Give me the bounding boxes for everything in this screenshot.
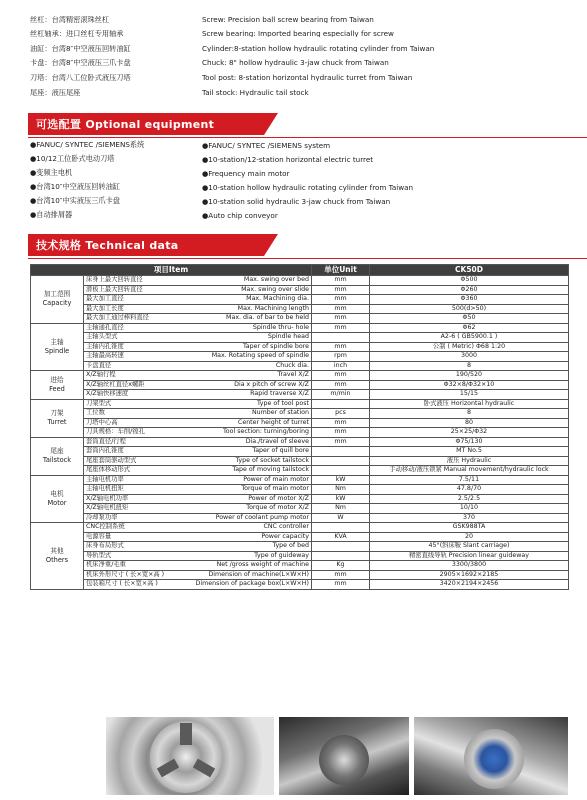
top-spec-cn: 卡盘：台湾8″中空液压三爪卡盘 — [30, 59, 131, 67]
item-cn: 滑板上最大回转直径 — [86, 285, 143, 293]
optional-cn-column — [30, 138, 202, 222]
top-spec-row — [30, 70, 570, 85]
item-en: Type of tool post — [256, 399, 309, 407]
unit-cell: kW — [312, 475, 370, 485]
item-cn: 主轴通孔直径 — [86, 323, 124, 331]
value-cell: 25×25/Φ32 — [370, 428, 569, 438]
item-cn: 主轴内孔锥度 — [86, 342, 124, 350]
value-cell: Φ32×8/Φ32×10 — [370, 380, 569, 390]
optional-item-en: ●Auto chip conveyor — [202, 210, 278, 220]
item-en: Chuck dia. — [275, 361, 309, 369]
optional-item-cn: ●10/12工位卧式电动刀塔 — [30, 154, 115, 163]
item-cn: X/Z轴丝杠直径x螺距 — [86, 380, 145, 388]
top-spec-en: Cylinder:8-station hollow hydraulic rotating cylinder from Taiwan — [202, 44, 435, 53]
item-cn: 最大加工通过棒料直径 — [86, 314, 149, 322]
item-en: Power capacity — [261, 532, 309, 540]
item-en: Dia x pitch of screw X/Z — [234, 380, 309, 388]
value-cell: 80 — [370, 418, 569, 428]
unit-cell: Kg — [312, 561, 370, 571]
item-en: Rapid traverse X/Z — [250, 390, 309, 398]
value-cell: 45°(斜床鞍 Slant carriage) — [370, 542, 569, 552]
item-en: Number of station — [251, 409, 309, 417]
top-spec-row — [30, 56, 570, 71]
item-cell — [84, 295, 312, 305]
item-cn: 工位数 — [86, 409, 105, 417]
item-cell — [84, 542, 312, 552]
optional-item-cn: ●自动排屑器 — [30, 210, 73, 219]
item-cell — [84, 580, 312, 590]
item-cell — [84, 285, 312, 295]
value-cell: 手动移动/液压锁紧 Manual movement/hydraulic lock — [370, 466, 569, 476]
unit-cell: mm — [312, 314, 370, 324]
item-cell — [84, 371, 312, 381]
optional-item-en: ●10-station/12-station horizontal electric turret — [202, 154, 374, 164]
table-row — [31, 570, 569, 580]
item-cn: X/Z轴行程 — [86, 371, 116, 379]
table-row — [31, 380, 569, 390]
unit-cell — [312, 447, 370, 457]
item-en: Type of bed — [272, 542, 309, 550]
table-row — [31, 561, 569, 571]
item-cell — [84, 532, 312, 542]
item-cn: 床身布局形式 — [86, 542, 124, 550]
value-cell: 精密直线导轨 Precision linear guideway — [370, 551, 569, 561]
item-cell — [84, 494, 312, 504]
top-spec-row — [30, 27, 570, 42]
group-label: 其他 Others — [31, 523, 84, 590]
item-cn: 套筒直径/行程 — [86, 437, 126, 445]
unit-cell: KVA — [312, 532, 370, 542]
value-cell: 8 — [370, 409, 569, 419]
header-item: 项目Item — [31, 265, 312, 276]
group-label: 尾座 Tailstock — [31, 437, 84, 475]
table-row — [31, 371, 569, 381]
unit-cell — [312, 333, 370, 343]
table-row — [31, 456, 569, 466]
value-cell: 15/15 — [370, 390, 569, 400]
optional-item-en: ●10-station hollow hydraulic rotating cylinder from Taiwan — [202, 182, 414, 192]
value-cell: 卧式液压 Horizontal hydraulic — [370, 399, 569, 409]
value-cell: Φ260 — [370, 285, 569, 295]
item-en: Max. dia. of bar to be held — [226, 314, 309, 322]
value-cell: GSK988TA — [370, 523, 569, 533]
item-cell — [84, 333, 312, 343]
top-spec-en: Screw bearing: Imported bearing especially for screw — [202, 30, 394, 38]
item-en: Max. swing over bed — [243, 276, 309, 284]
unit-cell: mm — [312, 285, 370, 295]
item-cell — [84, 314, 312, 324]
technical-data-table — [30, 264, 569, 590]
unit-cell — [312, 466, 370, 476]
value-cell: Φ75/130 — [370, 437, 569, 447]
table-row — [31, 532, 569, 542]
top-spec-en: Tail stock: Hydraulic tail stock — [202, 88, 309, 96]
value-cell: Φ62 — [370, 323, 569, 333]
group-label: 电机 Motor — [31, 475, 84, 523]
value-cell: 3420×2194×2456 — [370, 580, 569, 590]
item-cell — [84, 447, 312, 457]
group-label: 主轴 Spindle — [31, 323, 84, 371]
item-cell — [84, 570, 312, 580]
value-cell: MT No.5 — [370, 447, 569, 457]
optional-equipment-banner — [28, 113, 288, 135]
value-cell: A2-6 ( GB5900.1 ) — [370, 333, 569, 343]
item-cn: 冷却泵功率 — [86, 513, 118, 521]
header-unit: 单位Unit — [312, 265, 370, 276]
table-row — [31, 447, 569, 457]
optional-item-en: ●10-station solid hydraulic 3-jaw chuck from Taiwan — [202, 196, 391, 206]
table-row — [31, 428, 569, 438]
chuck-photo — [106, 717, 274, 795]
optional-item-cn: ●FANUC/ SYNTEC /SIEMENS系统 — [30, 140, 145, 149]
table-row — [31, 361, 569, 371]
group-label: 进给 Feed — [31, 371, 84, 400]
item-cell — [84, 561, 312, 571]
optional-equipment-title: 可选配置 Optional equipment — [36, 118, 215, 131]
item-cn: 最大加工直径 — [86, 295, 124, 303]
unit-cell: mm — [312, 570, 370, 580]
table-row — [31, 276, 569, 286]
unit-cell: Nm — [312, 485, 370, 495]
table-row — [31, 551, 569, 561]
value-cell: 7.5/11 — [370, 475, 569, 485]
group-label: 加工范围 Capacity — [31, 276, 84, 324]
unit-cell: mm — [312, 418, 370, 428]
item-cell — [84, 437, 312, 447]
top-spec-cn: 丝杠：台湾精密滚珠丝杠 — [30, 15, 110, 23]
table-row — [31, 352, 569, 362]
value-cell: 公制 ( Metric) Φ68 1:20 — [370, 342, 569, 352]
unit-cell: mm — [312, 295, 370, 305]
value-cell: 8 — [370, 361, 569, 371]
table-row — [31, 333, 569, 343]
unit-cell — [312, 523, 370, 533]
optional-item-cn: ●台湾10″中实液压三爪卡盘 — [30, 196, 120, 205]
table-row — [31, 342, 569, 352]
item-en: Spindle head — [267, 333, 309, 341]
item-cell — [84, 418, 312, 428]
top-spec-row — [30, 41, 570, 56]
unit-cell: mm — [312, 276, 370, 286]
unit-cell: mm — [312, 323, 370, 333]
item-cell — [84, 523, 312, 533]
item-en: Max. Machining dia. — [246, 295, 309, 303]
item-en: Tape of moving tailstock — [232, 466, 309, 474]
item-en: Power of main motor — [243, 475, 309, 483]
unit-cell: kW — [312, 494, 370, 504]
table-row — [31, 542, 569, 552]
optional-item-en: ●FANUC/ SYNTEC /SIEMENS system — [202, 140, 331, 150]
item-cn: 最大加工长度 — [86, 304, 124, 312]
top-spec-row — [30, 12, 570, 27]
item-cell — [84, 456, 312, 466]
item-en: Taper of spindle bore — [242, 342, 309, 350]
value-cell: 3300/3800 — [370, 561, 569, 571]
unit-cell: inch — [312, 361, 370, 371]
optional-item-cn: ●变频主电机 — [30, 168, 73, 177]
item-cn: X/Z轴快移速度 — [86, 390, 129, 398]
unit-cell: W — [312, 513, 370, 523]
top-spec-en: Tool post: 8-station horizontal hydraulic turret from Taiwan — [202, 74, 413, 82]
item-cell — [84, 551, 312, 561]
item-cell — [84, 475, 312, 485]
item-cell — [84, 361, 312, 371]
table-row — [31, 513, 569, 523]
item-cell — [84, 504, 312, 514]
item-cell — [84, 409, 312, 419]
item-cn: 主轴电机功率 — [86, 475, 124, 483]
unit-cell — [312, 542, 370, 552]
value-cell: Φ500 — [370, 276, 569, 286]
product-photos — [106, 717, 568, 795]
item-cn: 套筒内孔锥度 — [86, 447, 124, 455]
item-cn: 机床外形尺寸 ( 长×宽×高 ) — [86, 570, 165, 578]
item-en: Torque of main motor — [241, 485, 309, 493]
value-cell: Φ50 — [370, 314, 569, 324]
table-row — [31, 475, 569, 485]
item-cn: 床身上最大回转直径 — [86, 276, 143, 284]
table-row — [31, 314, 569, 324]
item-cn: 主轴电机扭矩 — [86, 485, 124, 493]
technical-data-title: 技术规格 Technical data — [36, 239, 179, 252]
table-row — [31, 295, 569, 305]
unit-cell: mm — [312, 342, 370, 352]
item-en: Center height of turret — [237, 418, 309, 426]
item-cn: 主轴头型式 — [86, 333, 118, 341]
optional-equipment-list — [30, 138, 570, 222]
table-row — [31, 485, 569, 495]
table-row — [31, 418, 569, 428]
item-en: Dimension of package box(L×W×H) — [195, 580, 309, 588]
item-cn: 主轴最高转速 — [86, 352, 124, 360]
table-row — [31, 304, 569, 314]
value-cell: 2.5/2.5 — [370, 494, 569, 504]
item-cell — [84, 380, 312, 390]
item-cell — [84, 399, 312, 409]
item-en: Spindle thru- hole — [252, 323, 309, 331]
unit-cell — [312, 456, 370, 466]
item-cn: 机床净重/毛重 — [86, 561, 126, 569]
value-cell: 10/10 — [370, 504, 569, 514]
unit-cell: rpm — [312, 352, 370, 362]
value-cell: 370 — [370, 513, 569, 523]
top-spec-row — [30, 85, 570, 100]
optional-item-en: ●Frequency main motor — [202, 168, 290, 178]
item-cn: 刀塔中心高 — [86, 418, 118, 426]
item-cell — [84, 485, 312, 495]
item-en: Net /gross weight of machine — [216, 561, 309, 569]
value-cell: 3000 — [370, 352, 569, 362]
value-cell: 20 — [370, 532, 569, 542]
item-cell — [84, 352, 312, 362]
item-cn: 刀架型式 — [86, 399, 112, 407]
header-model: CK50D — [370, 265, 569, 276]
unit-cell: mm — [312, 304, 370, 314]
item-cn: 尾座套筒驱动型式 — [86, 456, 137, 464]
item-cn: 尾座体移动形式 — [86, 466, 131, 474]
table-row — [31, 390, 569, 400]
item-cn: 包装箱尺寸 ( 长×宽×高 ) — [86, 580, 158, 588]
item-cell — [84, 466, 312, 476]
value-cell: 液压 Hydraulic — [370, 456, 569, 466]
item-cn: X/Z轴电机功率 — [86, 494, 129, 502]
optional-item-cn: ●台湾10″中空液压回转油缸 — [30, 182, 120, 191]
unit-cell: mm — [312, 371, 370, 381]
table-row — [31, 580, 569, 590]
item-cell — [84, 342, 312, 352]
optional-en-column — [202, 138, 570, 222]
group-label: 刀架 Turret — [31, 399, 84, 437]
unit-cell — [312, 551, 370, 561]
item-en: Taper of quill bore — [252, 447, 309, 455]
top-spec-cn: 丝杠轴承：进口丝杠专用轴承 — [30, 30, 124, 38]
unit-cell: m/min — [312, 390, 370, 400]
item-en: Type of guideway — [254, 551, 309, 559]
item-en: Max. swing over slide — [241, 285, 309, 293]
table-row — [31, 409, 569, 419]
top-spec-cn: 油缸：台湾8″中空液压回转油缸 — [30, 44, 131, 53]
table-row — [31, 466, 569, 476]
top-spec-cn: 刀塔：台湾八工位卧式液压刀塔 — [30, 74, 131, 82]
unit-cell: pcs — [312, 409, 370, 419]
table-row — [31, 523, 569, 533]
item-cn: 电源容量 — [86, 532, 112, 540]
top-spec-en: Screw: Precision ball screw bearing from Taiwan — [202, 15, 374, 23]
item-cn: X/Z轴电机扭矩 — [86, 504, 129, 512]
unit-cell: mm — [312, 580, 370, 590]
item-en: Dimension of machine(L×W×H) — [208, 570, 309, 578]
item-cell — [84, 513, 312, 523]
table-row — [31, 437, 569, 447]
item-cell — [84, 323, 312, 333]
item-en: Tool section: turning/boring — [223, 428, 309, 436]
turret-closeup-photo — [414, 717, 568, 795]
item-en: Dia./travel of sleeve — [245, 437, 309, 445]
item-en: Max. Machining length — [237, 304, 309, 312]
item-cn: 刀具规格：车削/镗孔 — [86, 428, 145, 436]
table-row — [31, 323, 569, 333]
unit-cell — [312, 399, 370, 409]
table-row — [31, 399, 569, 409]
item-en: Power of motor X/Z — [248, 494, 309, 502]
top-spec-cn: 尾座：液压尾座 — [30, 88, 81, 96]
item-en: Travel X/Z — [277, 371, 309, 379]
technical-data-banner — [28, 234, 288, 256]
item-cn: 导轨型式 — [86, 551, 112, 559]
top-spec-list — [30, 12, 570, 100]
value-cell: Φ360 — [370, 295, 569, 305]
item-en: Torque of motor X/Z — [246, 504, 309, 512]
table-row — [31, 494, 569, 504]
top-spec-en: Chuck: 8" hollow hydraulic 3-jaw chuck from Taiwan — [202, 59, 389, 67]
table-row — [31, 285, 569, 295]
item-cell — [84, 428, 312, 438]
item-en: Power of coolant pump motor — [215, 513, 309, 521]
item-cell — [84, 390, 312, 400]
item-en: CNC controller — [263, 523, 309, 531]
value-cell: 2905×1692×2185 — [370, 570, 569, 580]
unit-cell: mm — [312, 380, 370, 390]
unit-cell: mm — [312, 428, 370, 438]
item-cn: CNC控制系统 — [86, 523, 125, 531]
value-cell: 190/520 — [370, 371, 569, 381]
value-cell: 47.8/70 — [370, 485, 569, 495]
item-cn: 卡盘直径 — [86, 361, 112, 369]
item-cell — [84, 304, 312, 314]
item-en: Max. Rotating speed of spindle — [211, 352, 309, 360]
item-en: Type of socket tailstock — [235, 456, 309, 464]
table-header-row — [31, 265, 569, 276]
turret-photo — [279, 717, 409, 795]
unit-cell: Nm — [312, 504, 370, 514]
table-row — [31, 504, 569, 514]
unit-cell: mm — [312, 437, 370, 447]
item-cell — [84, 276, 312, 286]
value-cell: 500(d>50) — [370, 304, 569, 314]
